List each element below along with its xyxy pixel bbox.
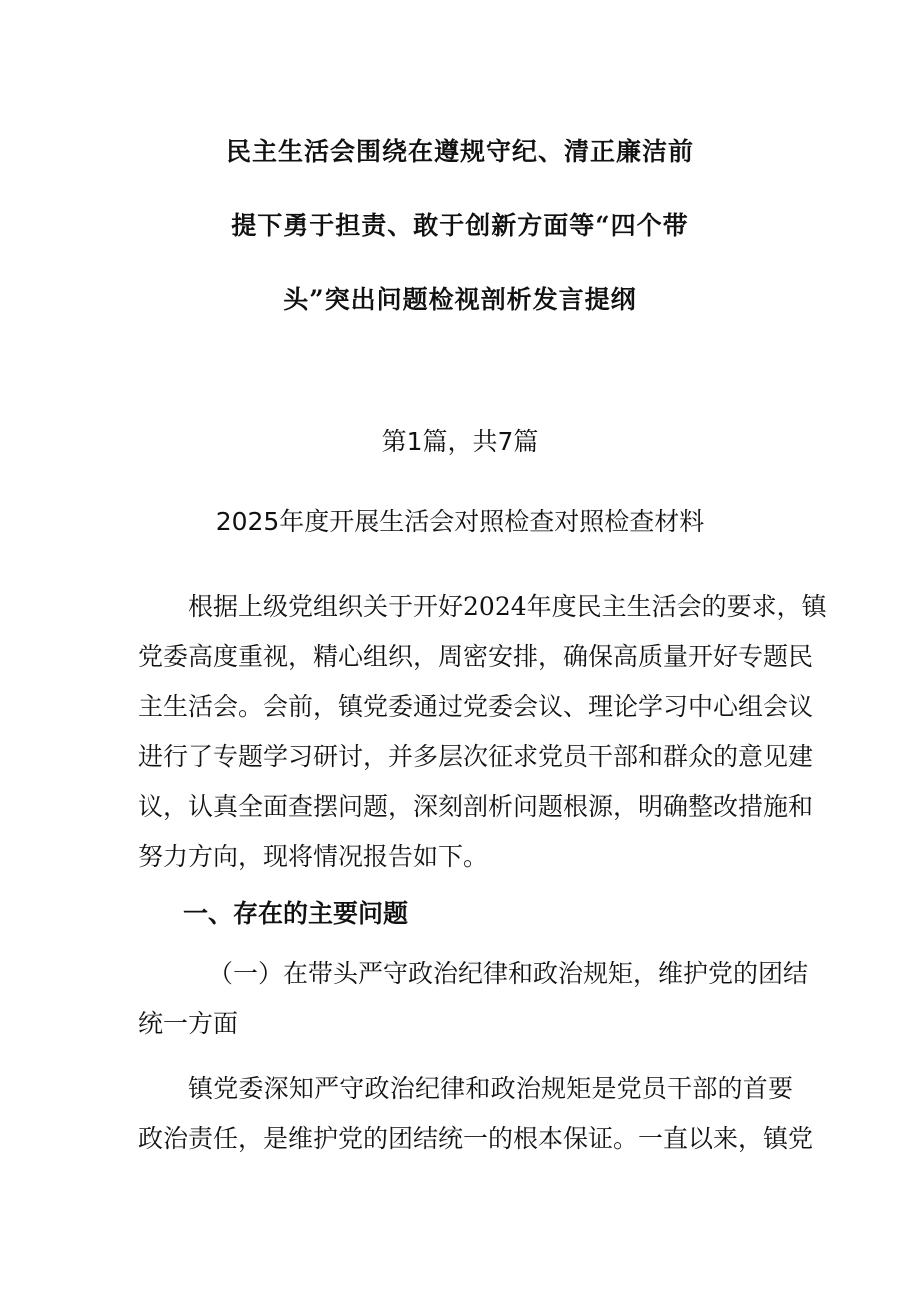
- intro-paragraph-line-3: 主生活会。会前，镇党委通过党委会议、理论学习中心组会议: [138, 692, 814, 721]
- document-title-line-3: 头”突出问题检视剖析发言提纲: [283, 285, 637, 314]
- document-title-line-2: 提下勇于担责、敢于创新方面等“四个带: [231, 211, 689, 240]
- subsection-heading-line-2: 统一方面: [138, 1009, 239, 1038]
- document-subtitle: 2025年度开展生活会对照检查对照检查材料: [215, 507, 705, 536]
- subsection-heading-line-1: （一）在带头严守政治纪律和政治规矩，维护党的团结: [208, 959, 809, 988]
- intro-paragraph-line-5: 议，认真全面查摆问题，深刻剖析问题根源，明确整改措施和: [138, 792, 814, 821]
- intro-paragraph-line-6: 努力方向，现将情况报告如下。: [138, 842, 489, 871]
- document-title-line-1: 民主生活会围绕在遵规守纪、清正廉洁前: [225, 137, 694, 166]
- part-indicator: 第1篇，共7篇: [381, 427, 539, 456]
- intro-paragraph-line-1: 根据上级党组织关于开好2024年度民主生活会的要求，镇: [188, 592, 827, 621]
- paragraph2-line-2: 政治责任，是维护党的团结统一的根本保证。一直以来，镇党: [138, 1124, 814, 1153]
- intro-paragraph-line-2: 党委高度重视，精心组织，周密安排，确保高质量开好专题民: [138, 642, 814, 671]
- paragraph2-line-1: 镇党委深知严守政治纪律和政治规矩是党员干部的首要: [188, 1074, 793, 1103]
- section-heading: 一、存在的主要问题: [183, 899, 409, 928]
- intro-paragraph-line-4: 进行了专题学习研讨，并多层次征求党员干部和群众的意见建: [138, 742, 814, 771]
